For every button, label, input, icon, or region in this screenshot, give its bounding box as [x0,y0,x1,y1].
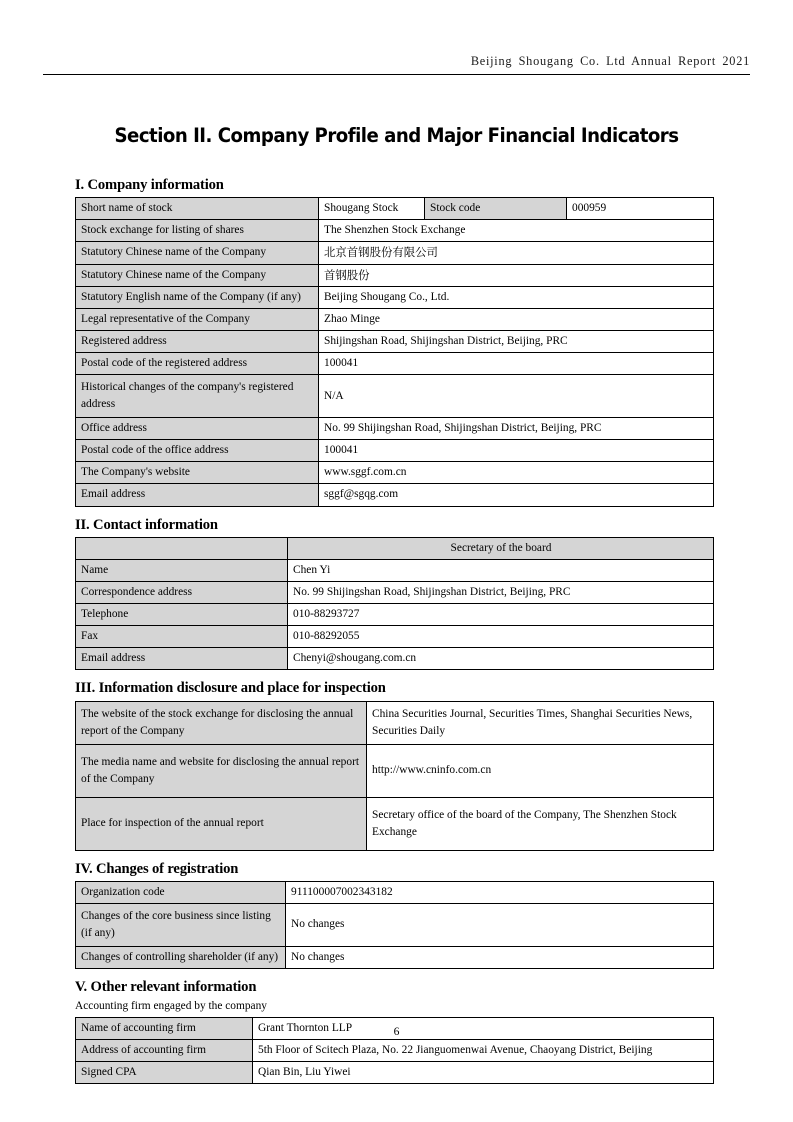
cell-en-name-label: Statutory English name of the Company (if any) [76,286,319,308]
table-company-information [75,197,714,506]
cell-contact-name-label: Name [76,559,288,581]
cell-contact-name-value: Chen Yi [288,559,714,581]
cell-cn-short-value: 首钢股份 [319,264,714,286]
table-contact-information [75,537,714,671]
cell-legal-rep-label: Legal representative of the Company [76,308,319,330]
cell-firm-address-label: Address of accounting firm [76,1039,253,1061]
table-row [76,881,714,903]
cell-org-code-label: Organization code [76,881,286,903]
cell-exchange-value: The Shenzhen Stock Exchange [319,220,714,242]
cell-firm-name-label: Name of accounting firm [76,1017,253,1039]
subnote-accounting-firm: Accounting firm engaged by the company [75,1000,267,1013]
cell-exchange-website-label: The website of the stock exchange for disclosing the annual report of the Company [76,701,367,744]
table-row [76,604,714,626]
cell-office-address-label: Office address [76,418,319,440]
table-row [76,330,714,352]
cell-cn-short-label: Statutory Chinese name of the Company [76,264,319,286]
cell-email-label: Email address [76,484,319,506]
cell-historical-changes-value: N/A [319,375,714,418]
cell-contact-email-label: Email address [76,648,288,670]
cell-exchange-label: Stock exchange for listing of shares [76,220,319,242]
heading-other-relevant-information: V. Other relevant information [75,979,257,996]
cell-short-name-label: Short name of stock [76,198,319,220]
cell-office-postal-label: Postal code of the office address [76,440,319,462]
table-row [76,418,714,440]
table-row [76,559,714,581]
cell-fax-label: Fax [76,626,288,648]
table-row [76,198,714,220]
heading-contact-information: II. Contact information [75,516,218,533]
cell-inspection-label: Place for inspection of the annual report [76,797,367,850]
cell-media-label: The media name and website for disclosing the annual report of the Company [76,744,367,797]
cell-website-value: www.sggf.com.cn [319,462,714,484]
cell-core-business-label: Changes of the core business since listing (if any) [76,904,286,947]
table-row [76,308,714,330]
running-head-text: Beijing Shougang Co. Ltd Annual Report 2021 [470,54,750,68]
cell-correspondence-label: Correspondence address [76,582,288,604]
table-row [76,1061,714,1083]
table-row [76,242,714,264]
cell-en-name-value: Beijing Shougang Co., Ltd. [319,286,714,308]
page-title: Section II. Company Profile and Major Financial Indicators [114,124,679,147]
table-row [76,626,714,648]
table-changes-of-registration [75,881,714,969]
cell-registered-postal-value: 100041 [319,353,714,375]
cell-firm-name-value: Grant Thornton LLP [253,1017,714,1039]
cell-media-value: http://www.cninfo.com.cn [367,744,714,797]
cell-inspection-value: Secretary office of the board of the Company, The Shenzhen Stock Exchange [367,797,714,850]
page-number: 6 [393,1025,400,1038]
table-row [76,440,714,462]
heading-information-disclosure: III. Information disclosure and place for inspection [75,680,386,697]
heading-changes-of-registration: IV. Changes of registration [75,860,239,877]
table-row [76,797,714,850]
cell-stock-code-value: 000959 [567,198,714,220]
cell-core-business-value: No changes [286,904,714,947]
cell-telephone-value: 010-88293727 [288,604,714,626]
cell-email-value: sggf@sgqg.com [319,484,714,506]
table-row [76,286,714,308]
cell-legal-rep-value: Zhao Minge [319,308,714,330]
cell-contact-email-value: Chenyi@shougang.com.cn [288,648,714,670]
table-information-disclosure [75,701,714,851]
table-row [76,582,714,604]
cell-controlling-shareholder-label: Changes of controlling shareholder (if any) [76,947,286,969]
table-row [76,947,714,969]
cell-registered-address-label: Registered address [76,330,319,352]
page-running-header [43,52,750,75]
table-row [76,1039,714,1061]
table-row [76,701,714,744]
heading-company-information: I. Company information [75,177,224,193]
table-row [76,462,714,484]
cell-firm-address-value: 5th Floor of Scitech Plaza, No. 22 Jianguomenwai Avenue, Chaoyang District, Beijing [253,1039,714,1061]
cell-short-name-value: Shougang Stock [319,198,425,220]
table-row [76,537,714,559]
cell-controlling-shareholder-value: No changes [286,947,714,969]
cell-role-header: Secretary of the board [288,537,714,559]
cell-contact-corner [76,537,288,559]
table-row [76,375,714,418]
cell-correspondence-value: No. 99 Shijingshan Road, Shijingshan District, Beijing, PRC [288,582,714,604]
cell-office-address-value: No. 99 Shijingshan Road, Shijingshan District, Beijing, PRC [319,418,714,440]
cell-cn-name-label: Statutory Chinese name of the Company [76,242,319,264]
table-row [76,353,714,375]
table-row [76,744,714,797]
cell-telephone-label: Telephone [76,604,288,626]
cell-stock-code-label: Stock code [425,198,567,220]
cell-historical-changes-label: Historical changes of the company's registered address [76,375,319,418]
table-row [76,904,714,947]
cell-registered-address-value: Shijingshan Road, Shijingshan District, Beijing, PRC [319,330,714,352]
cell-exchange-website-value: China Securities Journal, Securities Times, Shanghai Securities News, Securities Daily [367,701,714,744]
table-row [76,264,714,286]
table-row [76,484,714,506]
cell-signed-cpa-value: Qian Bin, Liu Yiwei [253,1061,714,1083]
cell-fax-value: 010-88292055 [288,626,714,648]
table-row [76,220,714,242]
cell-office-postal-value: 100041 [319,440,714,462]
cell-cn-name-value: 北京首钢股份有限公司 [319,242,714,264]
document-content [75,176,713,1084]
cell-org-code-value: 911100007002343182 [286,881,714,903]
cell-registered-postal-label: Postal code of the registered address [76,353,319,375]
cell-website-label: The Company's website [76,462,319,484]
table-row [76,648,714,670]
cell-signed-cpa-label: Signed CPA [76,1061,253,1083]
